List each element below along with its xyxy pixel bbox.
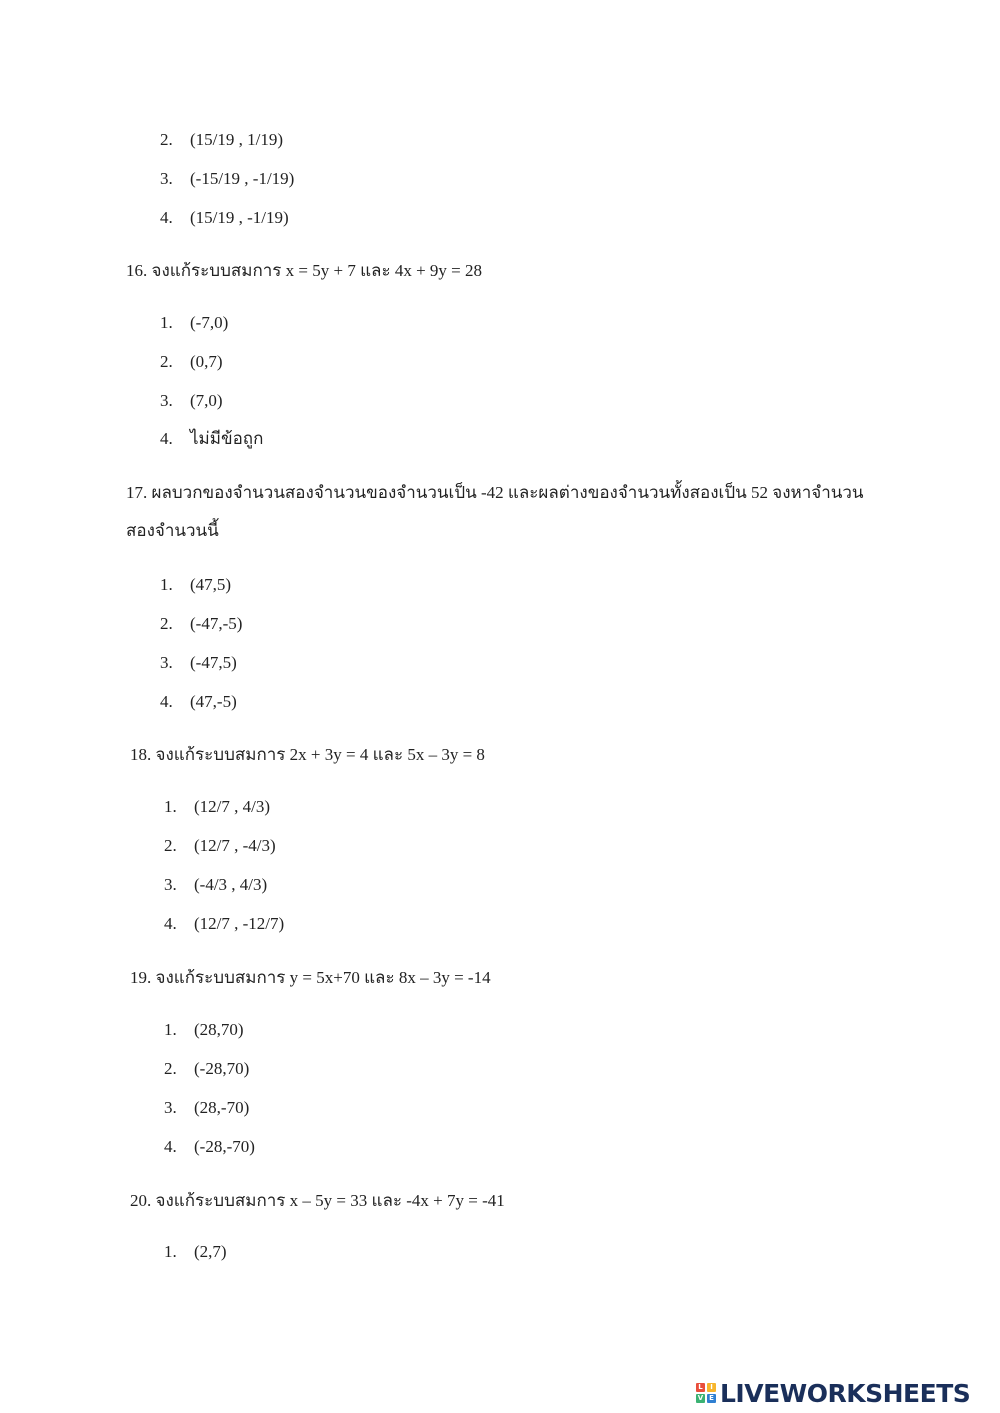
option-text: (-4/3 , 4/3) [194, 875, 268, 894]
question-18: 18. จงแก้ระบบสมการ 2x + 3y = 4 และ 5x – 3y = 8 [130, 745, 485, 764]
question-17: 17. ผลบวกของจำนวนสองจำนวนของจำนวนเป็น -42 และผลต่างของจำนวนทั้งสองเป็น 52 จงหาจำนวน [126, 483, 864, 502]
option-text: (47,5) [190, 575, 232, 594]
logo-letter: V [697, 1394, 704, 1402]
option-text: (12/7 , 4/3) [194, 797, 271, 816]
list-item: 2. (0,7) [160, 352, 223, 371]
question-17-continued: สองจำนวนนี้ [126, 521, 219, 540]
logo-mark-icon [696, 1383, 716, 1403]
option-text: (-28,-70) [194, 1137, 255, 1156]
list-item: 3. (-15/19 , -1/19) [160, 169, 295, 188]
option-text: (-47,-5) [190, 614, 243, 633]
option-text: (-47,5) [190, 653, 237, 672]
list-item: 3. (7,0) [160, 391, 223, 410]
list-item: 1. (47,5) [160, 575, 232, 594]
question-16: 16. จงแก้ระบบสมการ x = 5y + 7 และ 4x + 9y = 28 [126, 261, 483, 280]
liveworksheets-logo [696, 1378, 970, 1408]
option-text: (-15/19 , -1/19) [190, 169, 295, 188]
list-item: 2. (12/7 , -4/3) [164, 836, 276, 855]
option-text: (-28,70) [194, 1059, 250, 1078]
list-item: 2. (15/19 , 1/19) [160, 130, 284, 149]
list-item: 2. (-47,-5) [160, 614, 243, 633]
logo-letter: E [707, 1394, 716, 1403]
list-item: 3. (-4/3 , 4/3) [164, 875, 268, 894]
logo-letter: I [707, 1383, 716, 1392]
option-text: ไม่มีข้อถูก [190, 429, 264, 448]
option-text: (7,0) [190, 391, 223, 410]
logo-letter: L [696, 1383, 705, 1392]
option-text: (15/19 , -1/19) [190, 208, 289, 227]
option-text: (28,70) [194, 1020, 244, 1039]
option-text: (12/7 , -4/3) [194, 836, 276, 855]
option-text: (47,-5) [190, 692, 237, 711]
logo-text: LIVEWORKSHEETS [720, 1378, 971, 1408]
option-text: (15/19 , 1/19) [190, 130, 284, 149]
list-item: 4. ไม่มีข้อถูก [160, 429, 264, 448]
list-item: 1. (-7,0) [160, 313, 229, 332]
list-item: 4. (-28,-70) [164, 1137, 255, 1156]
list-item: 1. (28,70) [164, 1020, 244, 1039]
list-item: 2. (-28,70) [164, 1059, 250, 1078]
option-text: (12/7 , -12/7) [194, 914, 285, 933]
question-20: 20. จงแก้ระบบสมการ x – 5y = 33 และ -4x + 7y = -41 [130, 1191, 505, 1210]
list-item: 1. (2,7) [164, 1242, 227, 1261]
question-19: 19. จงแก้ระบบสมการ y = 5x+70 และ 8x – 3y = -14 [130, 968, 491, 987]
list-item: 3. (28,-70) [164, 1098, 250, 1117]
option-text: (28,-70) [194, 1098, 250, 1117]
option-text: (2,7) [194, 1242, 227, 1261]
list-item: 4. (12/7 , -12/7) [164, 914, 285, 933]
list-item: 3. (-47,5) [160, 653, 237, 672]
list-item: 4. (15/19 , -1/19) [160, 208, 289, 227]
list-item: 1. (12/7 , 4/3) [164, 797, 271, 816]
option-text: (-7,0) [190, 313, 229, 332]
option-text: (0,7) [190, 352, 223, 371]
list-item: 4. (47,-5) [160, 692, 237, 711]
